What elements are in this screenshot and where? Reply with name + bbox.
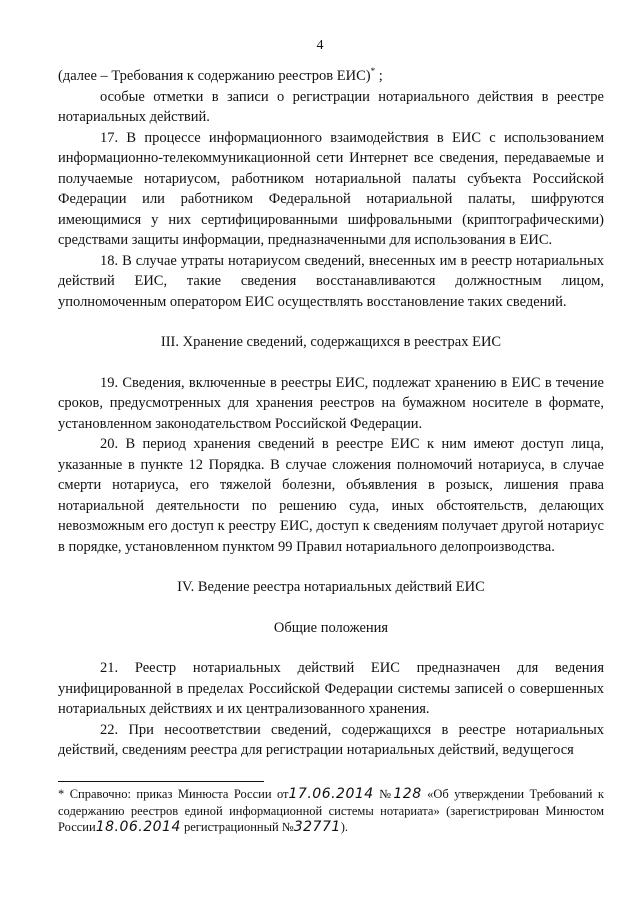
footnote-title-text: «Об утверждении Требований к содержанию реестров единой информационной системы нотариата» (зарегистрирован Минюстом России	[58, 787, 604, 834]
paragraph-17: 17. В процессе информационного взаимодействия в ЕИС с использованием информационно-телекоммуникационной сети Интернет все сведения, передаваемые и получаемые нотариусом, работником нотариальной палаты субъекта Российской Федерации или работником Федеральной нотариальной палаты, шифруются имеющимися у них сертифицированными шифровальными (криптографическими) средствами защиты информации, предназначенными для использования в ЕИС.	[58, 129, 604, 248]
handwritten-registration-date: 18.06.2014	[95, 819, 181, 835]
paragraph-18: 18. В случае утраты нотариусом сведений, внесенных им в реестр нотариальных действий ЕИС, такие сведения восстанавливаются должностным лицом, уполномоченным оператором ЕИС осуществлять восстановление таких сведений.	[58, 252, 604, 310]
footnote-suffix: ).	[340, 820, 349, 834]
page-number: 4	[316, 38, 324, 53]
subsection-title: Общие положения	[273, 619, 389, 636]
footnote-divider	[58, 781, 264, 782]
handwritten-registration-number: 32771	[293, 819, 341, 835]
footnote-number-label: №	[379, 787, 394, 801]
footnote	[58, 786, 604, 836]
handwritten-order-number: 128	[393, 786, 422, 802]
footnote-reg-label: регистрационный №	[183, 820, 294, 834]
paragraph-20: 20. В период хранения сведений в реестре ЕИС к ним имеют доступ лица, указанные в пункте 12 Порядка. В случае сложения полномочий нотариуса, в случае смерти нотариуса, его тяжелой болезни, объявления в розыск, лишения права нотариальной деятельности по решению суда, иных обстоятельств, делающих невозможным его доступ к реестру ЕИС, доступ к сведениям получает другой нотариус в порядке, установленном пунктом 99 Правил нотариального делопроизводства.	[58, 436, 604, 555]
paragraph-19: 19. Сведения, включенные в реестры ЕИС, подлежат хранению в ЕИС в течение сроков, предусмотренных для хранения реестров на бумажном носителе в формате, установленном законодательством Российской Федерации.	[58, 374, 604, 432]
body-text	[58, 66, 604, 761]
section-3-title: III. Хранение сведений, содержащихся в реестрах ЕИС	[160, 334, 502, 350]
footnote-marker: *	[370, 66, 376, 77]
handwritten-order-date: 17.06.2014	[288, 786, 374, 802]
paragraph-special-marks: особые отметки в записи о регистрации нотариального действия в реестре нотариальных действий.	[58, 88, 604, 125]
section-4-title: IV. Ведение реестра нотариальных действий ЕИС	[177, 579, 485, 595]
top-fragment	[58, 66, 604, 87]
paragraph-22: 22. При несоответствии сведений, содержащихся в реестре нотариальных действий, сведениям реестра для регистрации нотариальных действий, ведущегося	[58, 721, 604, 758]
paragraph-21: 21. Реестр нотариальных действий ЕИС предназначен для ведения унифицированной в пределах Российской Федерации системы записей о совершенных нотариальных действиях и их централизованного хранения.	[58, 660, 604, 717]
footnote-prefix: * Справочно: приказ Минюста России от	[58, 787, 289, 801]
top-fragment-text: (далее – Требования к содержанию реестров ЕИС)	[58, 68, 371, 84]
top-fragment-end: ;	[378, 68, 383, 84]
